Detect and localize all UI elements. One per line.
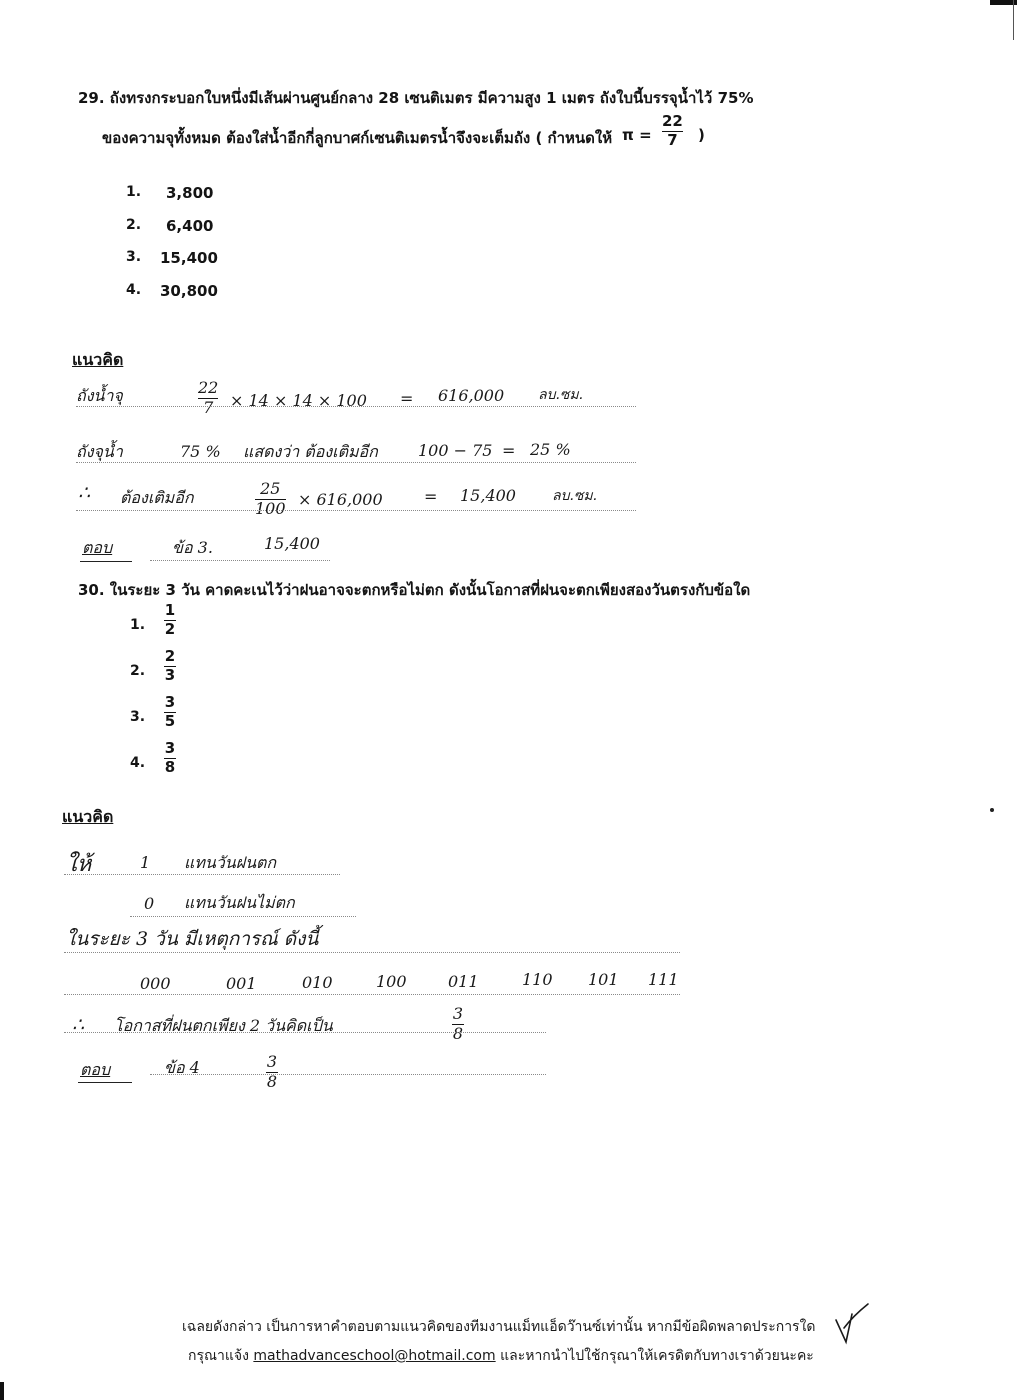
q30-choice-4-numerator: 3 <box>164 739 176 757</box>
q29-choice-2-value: 6,400 <box>166 217 214 235</box>
s2-line5-text: โอกาสที่ฝนตกเพียง 2 วันคิดเป็น <box>114 1016 333 1035</box>
s1-row3-unit: ลบ.ซม. <box>552 488 598 504</box>
scan-mark-left <box>0 1382 4 1400</box>
dotted-rule <box>64 1032 546 1033</box>
pi-prefix: π = <box>622 126 652 144</box>
dotted-rule <box>76 510 636 511</box>
s1-row2-label: ถังจุน้ำ <box>76 442 123 461</box>
q30-choice-3-denominator: 5 <box>164 711 176 730</box>
q30-choice-2-numerator: 2 <box>164 647 176 665</box>
dotted-rule <box>150 560 330 561</box>
s1-row2-percent: 75 % <box>180 442 221 461</box>
q30-choice-3-fraction <box>164 695 176 730</box>
dotted-rule <box>64 874 340 875</box>
s1-row3-therefore: ∴ <box>78 482 91 504</box>
q29-choice-3-num: 3. <box>126 249 142 265</box>
s1-row1-numerator: 22 <box>198 378 219 397</box>
scan-dot <box>990 808 994 812</box>
s1-row2-expression: 100 − 75 <box>418 441 493 460</box>
footer-line2-suffix: และหากนำไปใช้กรุณาให้เครดิตกับทางเราด้วยนะคะ <box>500 1348 814 1364</box>
s1-row1-equals: = <box>400 389 414 408</box>
s2-event-7: 101 <box>588 970 619 989</box>
s1-row1-fraction <box>198 380 218 417</box>
s1-answer-value: 15,400 <box>264 534 320 553</box>
solution1-heading: แนวคิด <box>72 350 124 369</box>
q30-choice-2-fraction <box>164 649 176 684</box>
close-paren: ) <box>698 126 705 144</box>
signature-mark <box>832 1302 872 1348</box>
footer-line1: เฉลยดังกล่าว เป็นการหาคำตอบตามแนวคิดของทีมงานแม็ทแอ็ดว๊านซ์เท่านั้น หากมีข้อผิดพลาดประการใด <box>182 1319 816 1335</box>
s1-row3-equals: = <box>424 487 438 506</box>
footer-line2 <box>188 1345 814 1367</box>
q30-choice-2-denominator: 3 <box>164 665 176 684</box>
dotted-rule <box>76 462 636 463</box>
solution2-heading: แนวคิด <box>62 807 114 826</box>
s1-row3-denominator: 100 <box>255 498 286 518</box>
q30-choice-3-numerator: 3 <box>164 693 176 711</box>
s2-answer-fraction <box>266 1054 278 1091</box>
s2-line1-value: 1 <box>140 853 151 872</box>
dotted-rule <box>64 994 680 995</box>
s2-event-3: 010 <box>302 973 333 992</box>
dotted-rule <box>130 916 356 917</box>
q30-choice-2-num: 2. <box>130 663 146 679</box>
s2-event-8: 111 <box>648 970 679 989</box>
s1-row1-label: ถังน้ำจุ <box>76 386 123 405</box>
s1-answer-label: ตอบ <box>82 538 113 557</box>
s2-event-4: 100 <box>376 972 407 991</box>
s1-row2-text: แสดงว่า ต้องเติมอีก <box>243 442 378 461</box>
s1-row3-fraction <box>255 481 286 518</box>
s2-line1-text: แทนวันฝนตก <box>184 853 277 872</box>
q29-choice-1-num: 1. <box>126 184 142 200</box>
footer-email-link[interactable]: mathadvanceschool@hotmail.com <box>253 1348 496 1364</box>
q29-choice-2-num: 2. <box>126 217 142 233</box>
s1-row1-denominator: 7 <box>203 397 214 417</box>
pi-denominator: 7 <box>667 130 678 149</box>
s2-answer-label: ตอบ <box>80 1060 111 1079</box>
s1-row3-numerator: 25 <box>260 479 281 498</box>
q30-choice-4-denominator: 8 <box>164 757 176 776</box>
s2-event-6: 110 <box>522 970 553 989</box>
s2-line3-text: ในระยะ 3 วัน มีเหตุการณ์ ดังนี้ <box>66 928 319 950</box>
right-edge-line <box>1013 0 1014 40</box>
answer-double-underline <box>80 561 132 562</box>
pi-numerator: 22 <box>662 112 683 130</box>
dotted-rule <box>76 406 636 407</box>
s1-row2-equals: = <box>502 441 516 460</box>
s2-line5-therefore: ∴ <box>72 1014 85 1036</box>
answer-double-underline <box>78 1082 132 1083</box>
s2-event-5: 011 <box>448 972 479 991</box>
s2-line2-value: 0 <box>144 894 155 913</box>
q30-choice-3-num: 3. <box>130 709 146 725</box>
dotted-rule <box>150 1074 546 1075</box>
s2-event-1: 000 <box>140 974 171 993</box>
q30-choice-4-fraction <box>164 741 176 776</box>
s1-row3-result: 15,400 <box>460 486 516 505</box>
q30-choice-1-fraction <box>164 603 176 638</box>
s2-answer-choice: ข้อ 4 <box>164 1058 200 1077</box>
s1-row3-label: ต้องเติมอีก <box>120 488 194 507</box>
q30-line1: 30. ในระยะ 3 วัน คาดคะเนไว้ว่าฝนอาจจะตกหรือไม่ตก ดังนั้นโอกาสที่ฝนจะตกเพียงสองวันตรงกับข้อใด <box>78 581 751 599</box>
s2-answer-numerator: 3 <box>266 1052 278 1071</box>
q30-choice-1-denominator: 2 <box>164 619 176 638</box>
s1-row2-result: 25 % <box>530 440 571 459</box>
footer-line2-prefix: กรุณาแจ้ง <box>188 1348 249 1364</box>
q29-choice-4-value: 30,800 <box>160 282 218 300</box>
q30-choice-1-num: 1. <box>130 617 146 633</box>
dotted-rule <box>64 952 680 953</box>
s1-answer-choice: ข้อ 3. <box>172 538 213 557</box>
s2-line2-text: แทนวันฝนไม่ตก <box>184 893 295 912</box>
q30-choice-1-numerator: 1 <box>164 601 176 619</box>
s2-event-2: 001 <box>226 974 257 993</box>
s2-line1-prefix: ให้ <box>66 852 92 877</box>
s1-row1-result: 616,000 <box>438 386 505 405</box>
q29-choice-1-value: 3,800 <box>166 184 214 202</box>
q30-choice-4-num: 4. <box>130 755 146 771</box>
q29-choice-3-value: 15,400 <box>160 249 218 267</box>
s1-row1-unit: ลบ.ซม. <box>538 387 584 403</box>
s2-answer-denominator: 8 <box>266 1071 278 1091</box>
s1-row3-expression: × 616,000 <box>298 490 383 509</box>
pi-fraction <box>662 114 683 149</box>
s2-line5-denominator: 8 <box>452 1023 464 1043</box>
s2-line5-fraction <box>452 1006 464 1043</box>
s2-line5-numerator: 3 <box>452 1004 464 1023</box>
q29-line2: ของความจุทั้งหมด ต้องใส่น้ำอีกกี่ลูกบาศก์เซนติเมตรน้ำจึงจะเต็มถัง ( กำหนดให้ <box>102 129 613 147</box>
q29-choice-4-num: 4. <box>126 282 142 298</box>
q29-line1: 29. ถังทรงกระบอกใบหนึ่งมีเส้นผ่านศูนย์กลาง 28 เซนติเมตร มีความสูง 1 เมตร ถังใบนี้บรรจุน้ำไว้ 75% <box>78 89 754 107</box>
s1-row1-expression: × 14 × 14 × 100 <box>230 391 367 410</box>
